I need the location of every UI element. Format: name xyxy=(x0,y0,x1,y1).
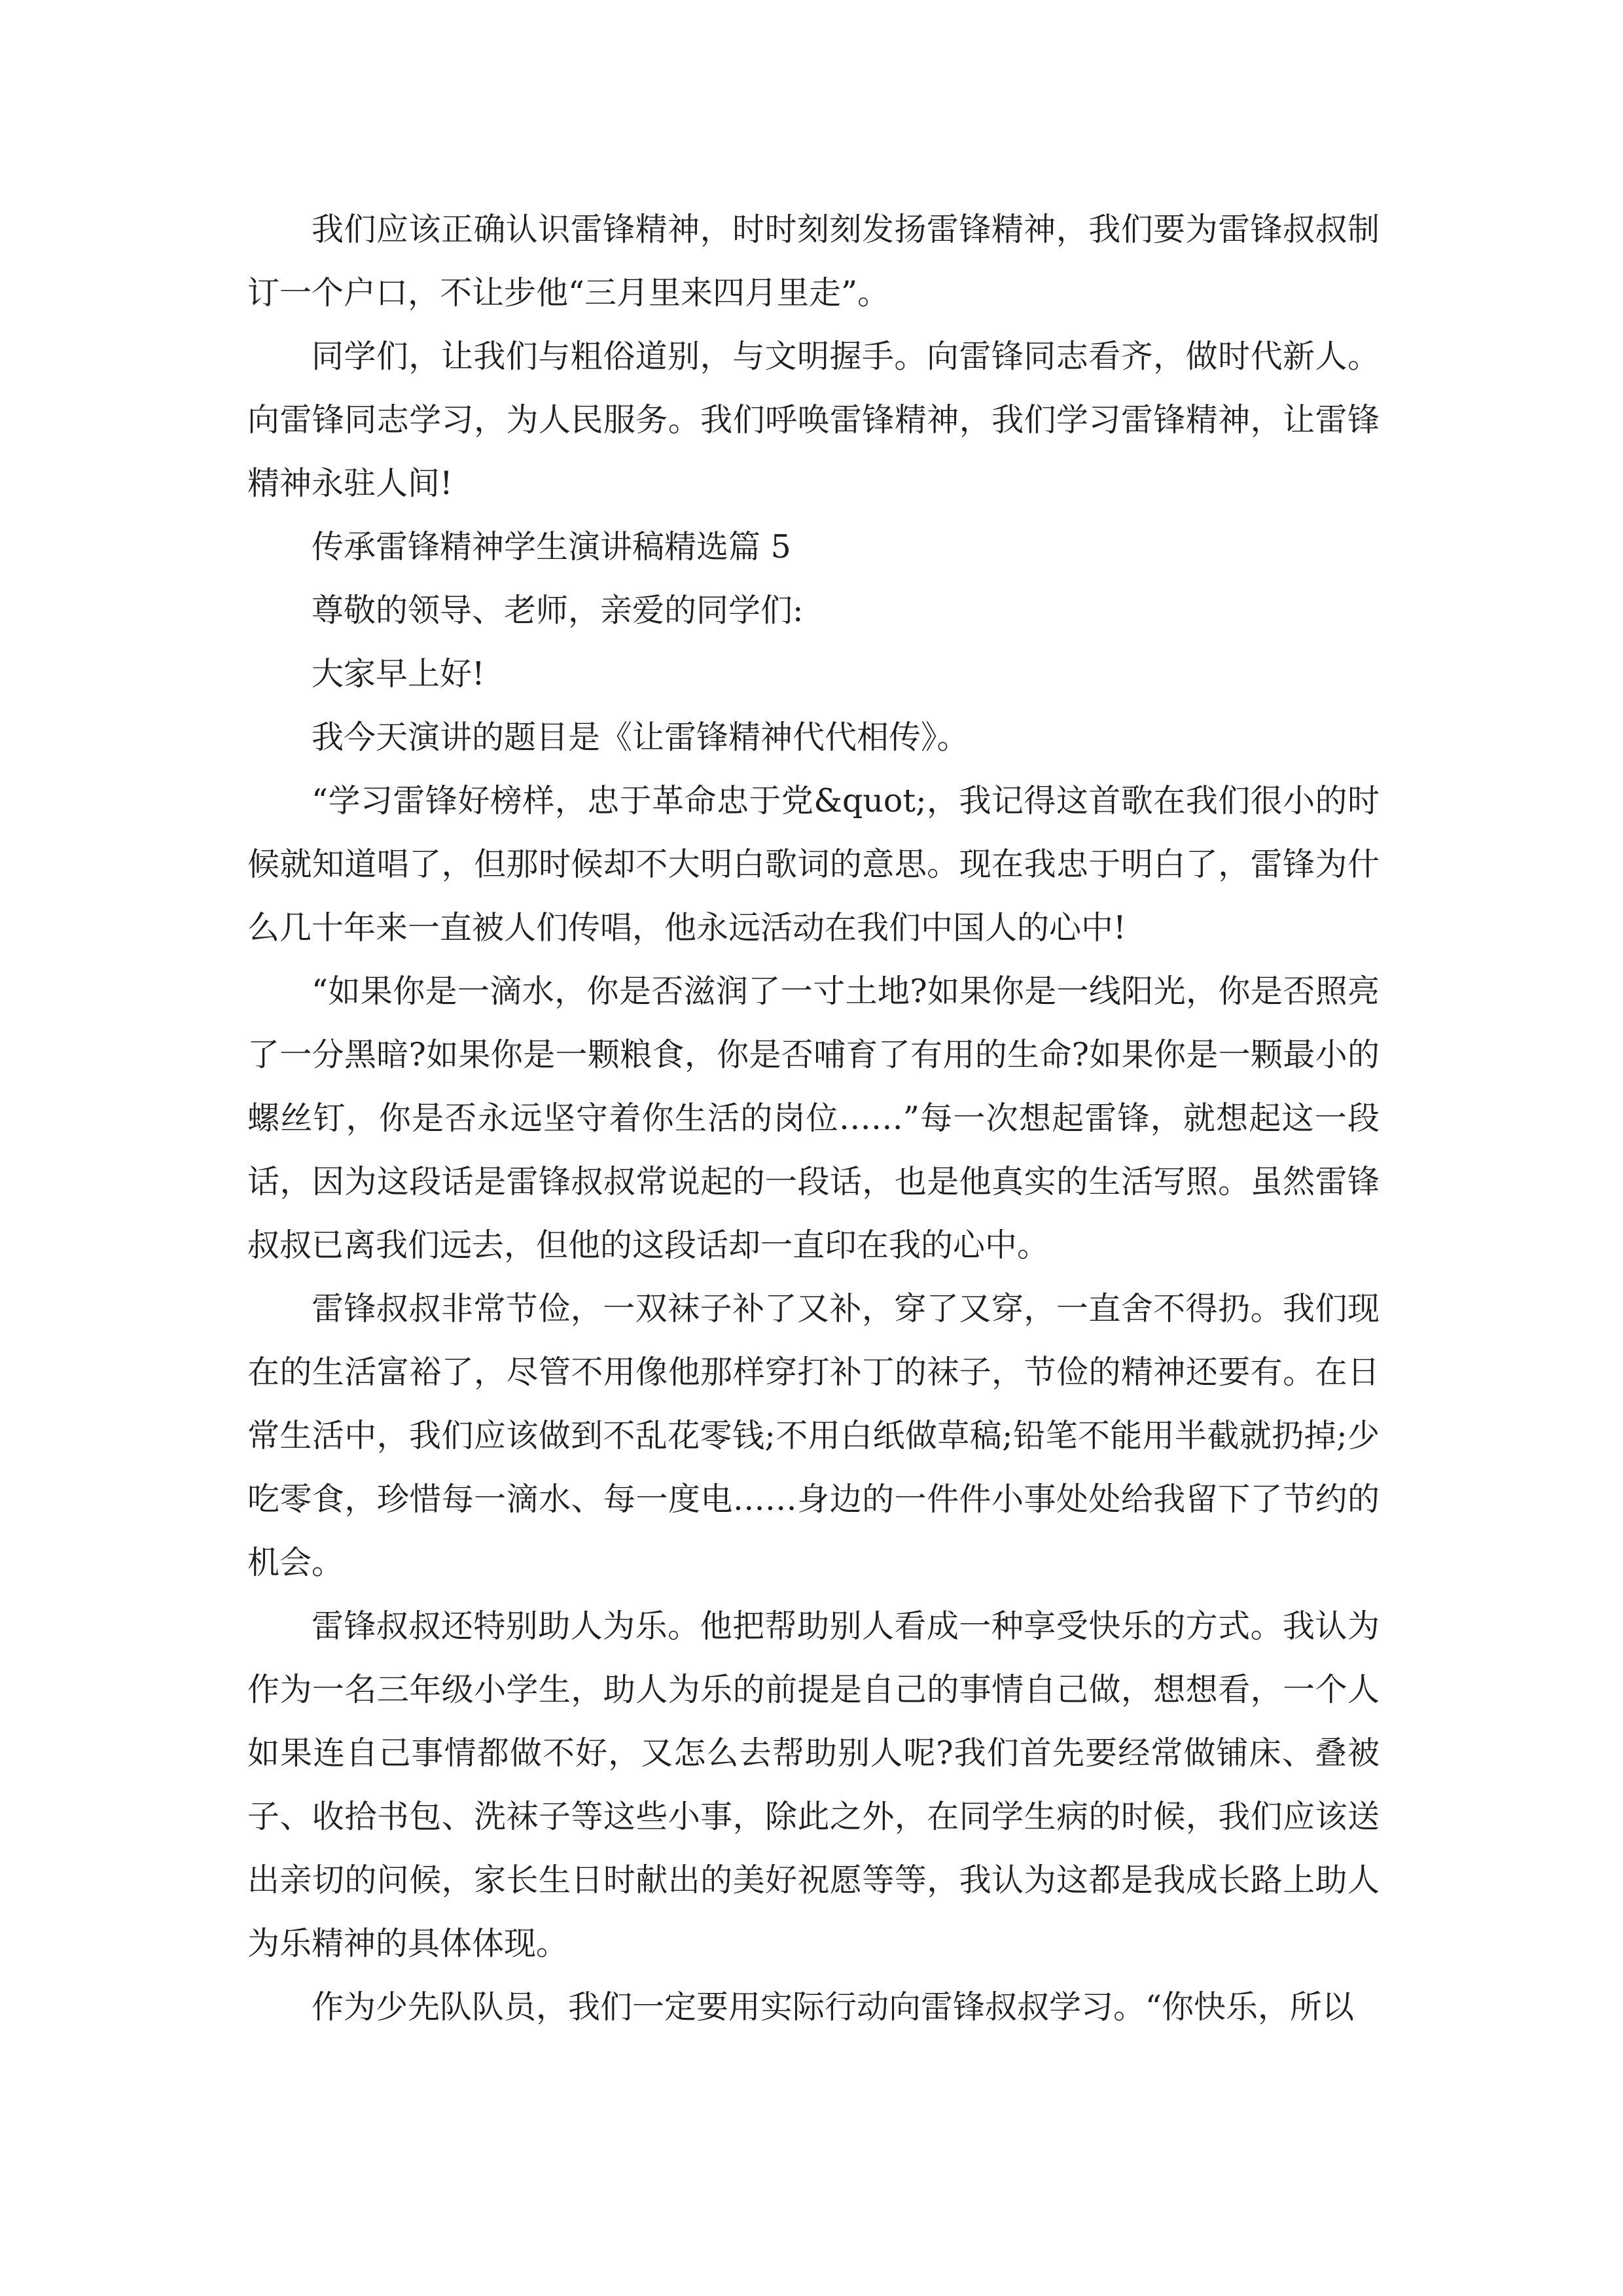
paragraph-1: 我们应该正确认识雷锋精神，时时刻刻发扬雷锋精神，我们要为雷锋叔叔制订一个户口，不让步他“三月里来四月里走”。 xyxy=(247,211,1380,312)
paragraph-2: 同学们，让我们与粗俗道别，与文明握手。向雷锋同志看齐，做时代新人。向雷锋同志学习，为人民服务。我们呼唤雷锋精神，我们学习雷锋精神，让雷锋精神永驻人间! xyxy=(247,338,1380,502)
paragraph-7: “学习雷锋好榜样，忠于革命忠于党&quot;，我记得这首歌在我们很小的时候就知道唱了，但那时候却不大明白歌词的意思。现在我忠于明白了，雷锋为什么几十年来一直被人们传唱，他永远活动在我们中国人的心中! xyxy=(247,782,1380,946)
greeting: 大家早上好! xyxy=(312,655,485,692)
paragraph-8: “如果你是一滴水，你是否滋润了一寸土地?如果你是一线阳光，你是否照亮了一分黑暗?如果你是一颗粮食，你是否哺育了有用的生命?如果你是一颗最小的螺丝钉，你是否永远坚守着你生活的岗位……”每一次想起雷锋，就想起这一段话，因为这段话是雷锋叔叔常说起的一段话，也是他真实的生活写照。虽然雷锋叔叔已离我们远去，但他的这段话却一直印在我的心中。 xyxy=(247,973,1380,1264)
speech-title-line: 我今天演讲的题目是《让雷锋精神代代相传》。 xyxy=(312,719,969,756)
section-heading: 传承雷锋精神学生演讲稿精选篇 5 xyxy=(312,528,791,565)
document-body xyxy=(247,198,1380,2039)
paragraph-9: 雷锋叔叔非常节俭，一双袜子补了又补，穿了又穿，一直舍不得扔。我们现在的生活富裕了，尽管不用像他那样穿打补丁的袜子，节俭的精神还要有。在日常生活中，我们应该做到不乱花零钱;不用白纸做草稿;铅笔不能用半截就扔掉;少吃零食，珍惜每一滴水、每一度电……身边的一件件小事处处给我留下了节约的机会。 xyxy=(247,1290,1380,1581)
salutation: 尊敬的领导、老师，亲爱的同学们: xyxy=(312,592,804,629)
paragraph-10: 雷锋叔叔还特别助人为乐。他把帮助别人看成一种享受快乐的方式。我认为作为一名三年级小学生，助人为乐的前提是自己的事情自己做，想想看，一个人如果连自己事情都做不好，又怎么去帮助别人呢?我们首先要经常做铺床、叠被子、收拾书包、洗袜子等这些小事，除此之外，在同学生病的时候，我们应该送出亲切的问候，家长生日时献出的美好祝愿等等，我认为这都是我成长路上助人为乐精神的具体体现。 xyxy=(247,1607,1380,1962)
paragraph-11: 作为少先队队员，我们一定要用实际行动向雷锋叔叔学习。“你快乐，所以 xyxy=(312,1988,1355,2026)
